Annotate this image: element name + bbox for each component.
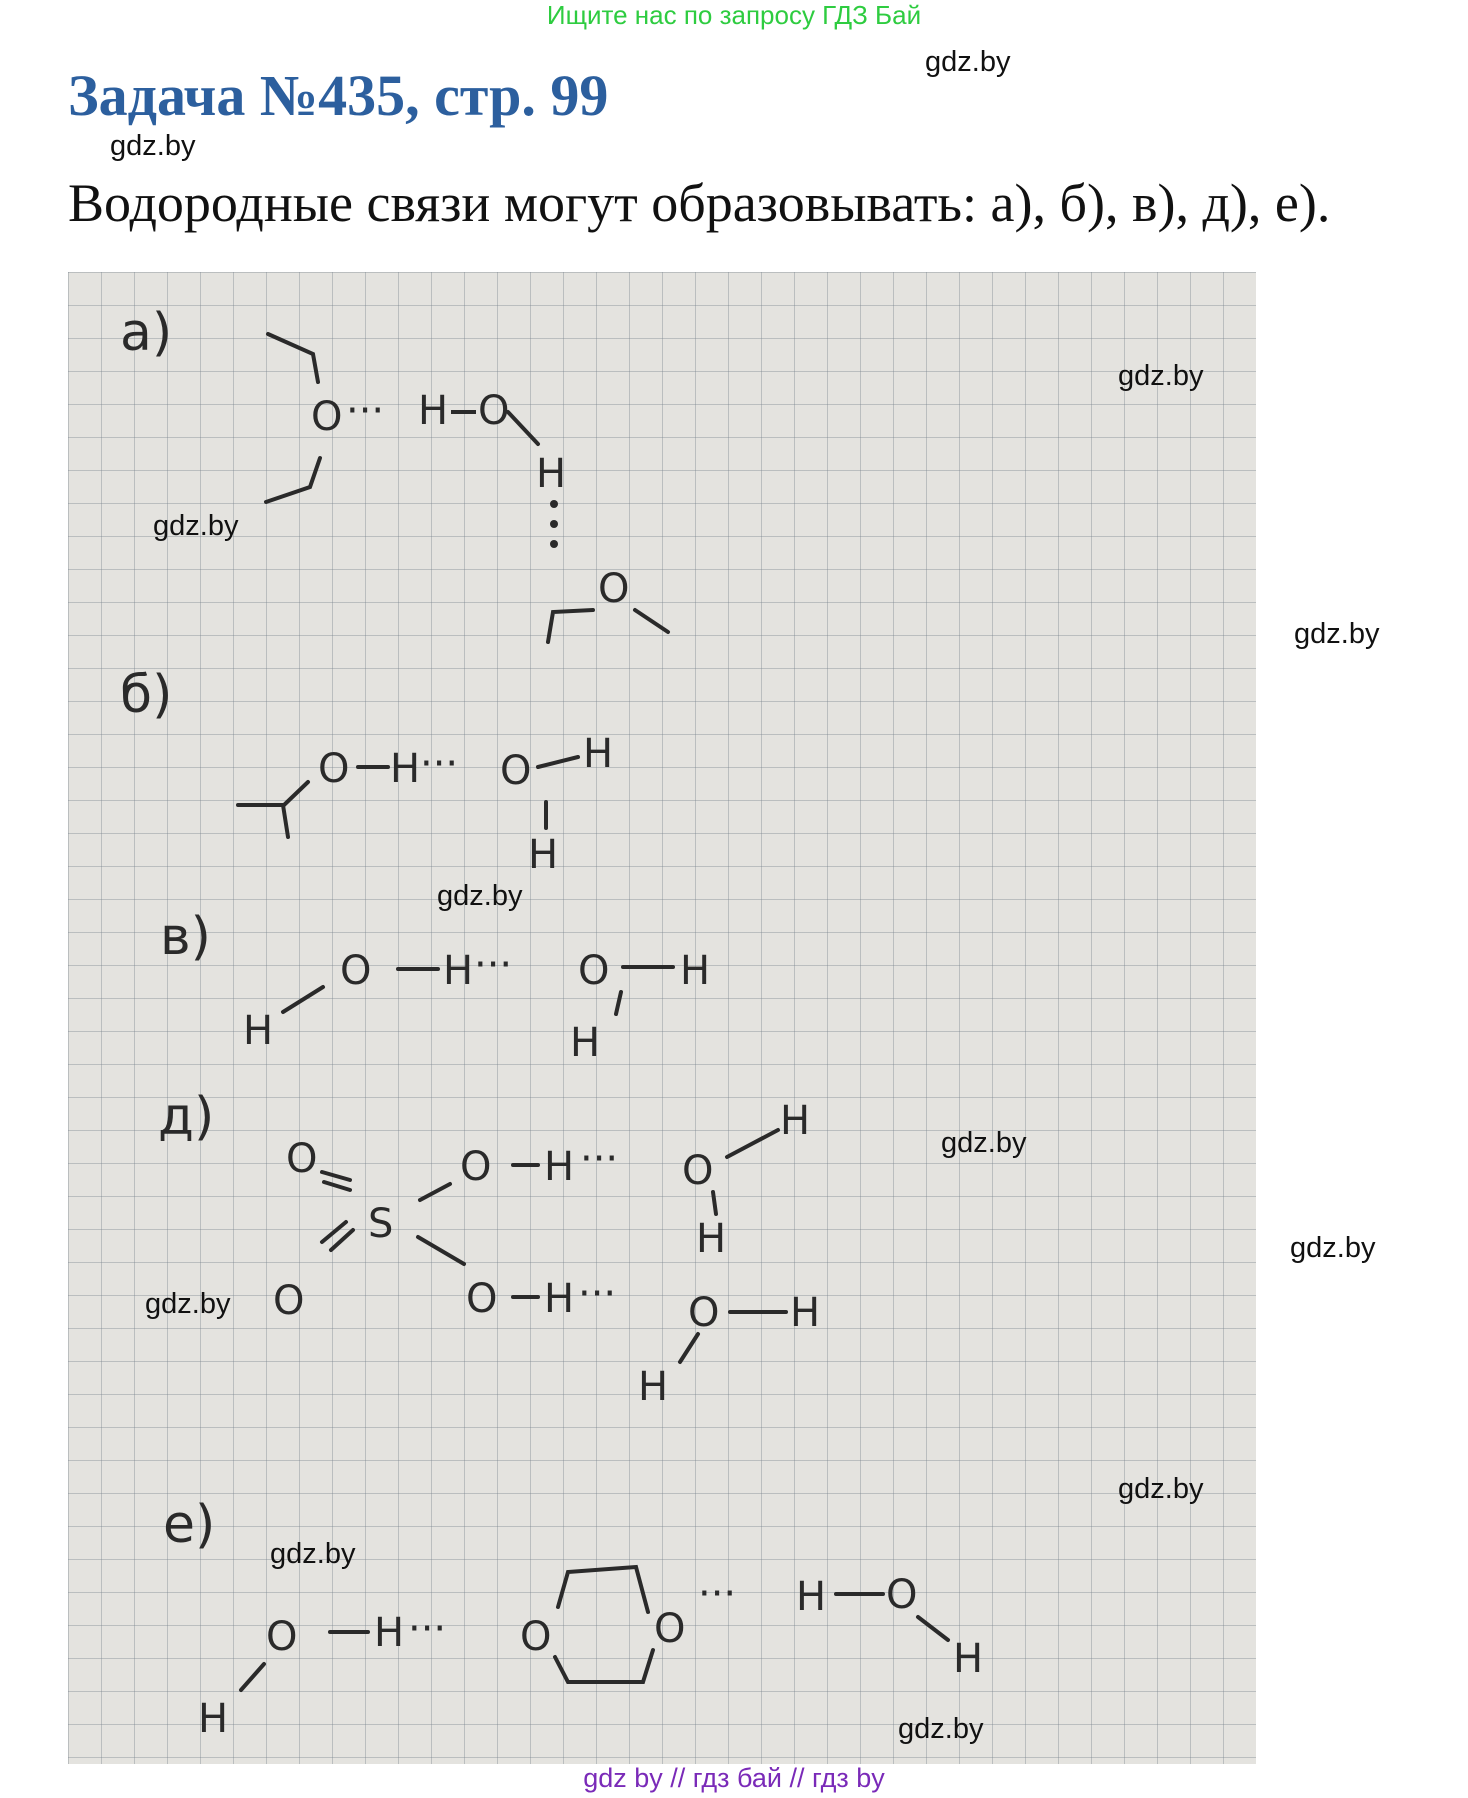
watermark: gdz.by [941, 1127, 1027, 1159]
atom-o: O [340, 948, 372, 994]
watermark: gdz.by [1290, 1232, 1376, 1264]
atom-o: O [654, 1606, 686, 1652]
atom-h: H [243, 1008, 274, 1054]
hydrogen-bond: ··· [698, 1571, 737, 1617]
hydrogen-bond: ··· [474, 942, 513, 988]
watermark: gdz.by [1294, 618, 1380, 650]
hydrogen-bond: ··· [578, 1271, 617, 1317]
watermark: gdz.by [437, 880, 523, 912]
atom-h: H [680, 948, 711, 994]
label-a: а) [120, 303, 173, 363]
atom-h: H [570, 1020, 601, 1066]
hydrogen-bond: ··· [580, 1136, 619, 1182]
watermark: gdz.by [153, 510, 239, 542]
atom-h: H [796, 1574, 827, 1620]
atom-o: O [311, 394, 343, 440]
hydrogen-bond: ··· [420, 741, 459, 787]
atom-o: O [578, 948, 610, 994]
atom-h: H [390, 746, 421, 792]
label-v: в) [160, 907, 211, 967]
atom-h: H [418, 388, 449, 434]
handwritten-photo [68, 272, 1256, 1764]
watermark: gdz.by [145, 1288, 231, 1320]
footer-links: gdz by // гдз бай // гдз by [583, 1763, 885, 1793]
atom-o: O [886, 1572, 918, 1618]
atom-o: O [520, 1614, 552, 1660]
atom-o: O [500, 748, 532, 794]
atom-o: O [286, 1136, 318, 1182]
handwritten-structures [68, 272, 1256, 1764]
hydrogen-bond: ··· [408, 1606, 447, 1652]
atom-h: H [953, 1636, 984, 1682]
atom-o: O [682, 1148, 714, 1194]
atom-o: O [466, 1276, 498, 1322]
atom-h: H [544, 1276, 575, 1322]
atom-h: H [583, 731, 614, 777]
watermark: gdz.by [1118, 360, 1204, 392]
atom-o: O [478, 388, 510, 434]
atom-h: H [198, 1696, 229, 1742]
atom-s: S [368, 1201, 394, 1247]
atom-h: H [790, 1290, 821, 1336]
atom-o: O [460, 1144, 492, 1190]
label-d: д) [158, 1087, 215, 1147]
search-hint-banner: Ищите нас по запросу ГДЗ Бай [546, 0, 922, 30]
watermark: gdz.by [925, 46, 1011, 78]
atom-h: H [638, 1364, 669, 1410]
label-b: б) [120, 665, 173, 725]
atom-o: O [688, 1290, 720, 1336]
atom-h: H [374, 1610, 405, 1656]
hydrogen-bond: ··· [346, 388, 385, 434]
watermark: gdz.by [898, 1713, 984, 1745]
atom-o: O [266, 1614, 298, 1660]
atom-h: H [528, 832, 559, 878]
atom-o: O [273, 1278, 305, 1324]
atom-h: H [696, 1216, 727, 1262]
watermark: gdz.by [1118, 1473, 1204, 1505]
atom-h: H [544, 1144, 575, 1190]
atom-h: H [536, 451, 567, 497]
answer-text: Водородные связи могут образовывать: а), б), в), д), е). [68, 173, 1331, 233]
atom-h: H [443, 948, 474, 994]
atom-o: O [318, 746, 350, 792]
label-e: е) [163, 1495, 216, 1555]
page-title: Задача №435, стр. 99 [68, 63, 609, 128]
watermark: gdz.by [270, 1538, 356, 1570]
watermark: gdz.by [110, 130, 196, 162]
atom-o: O [598, 566, 630, 612]
atom-h: H [780, 1098, 811, 1144]
